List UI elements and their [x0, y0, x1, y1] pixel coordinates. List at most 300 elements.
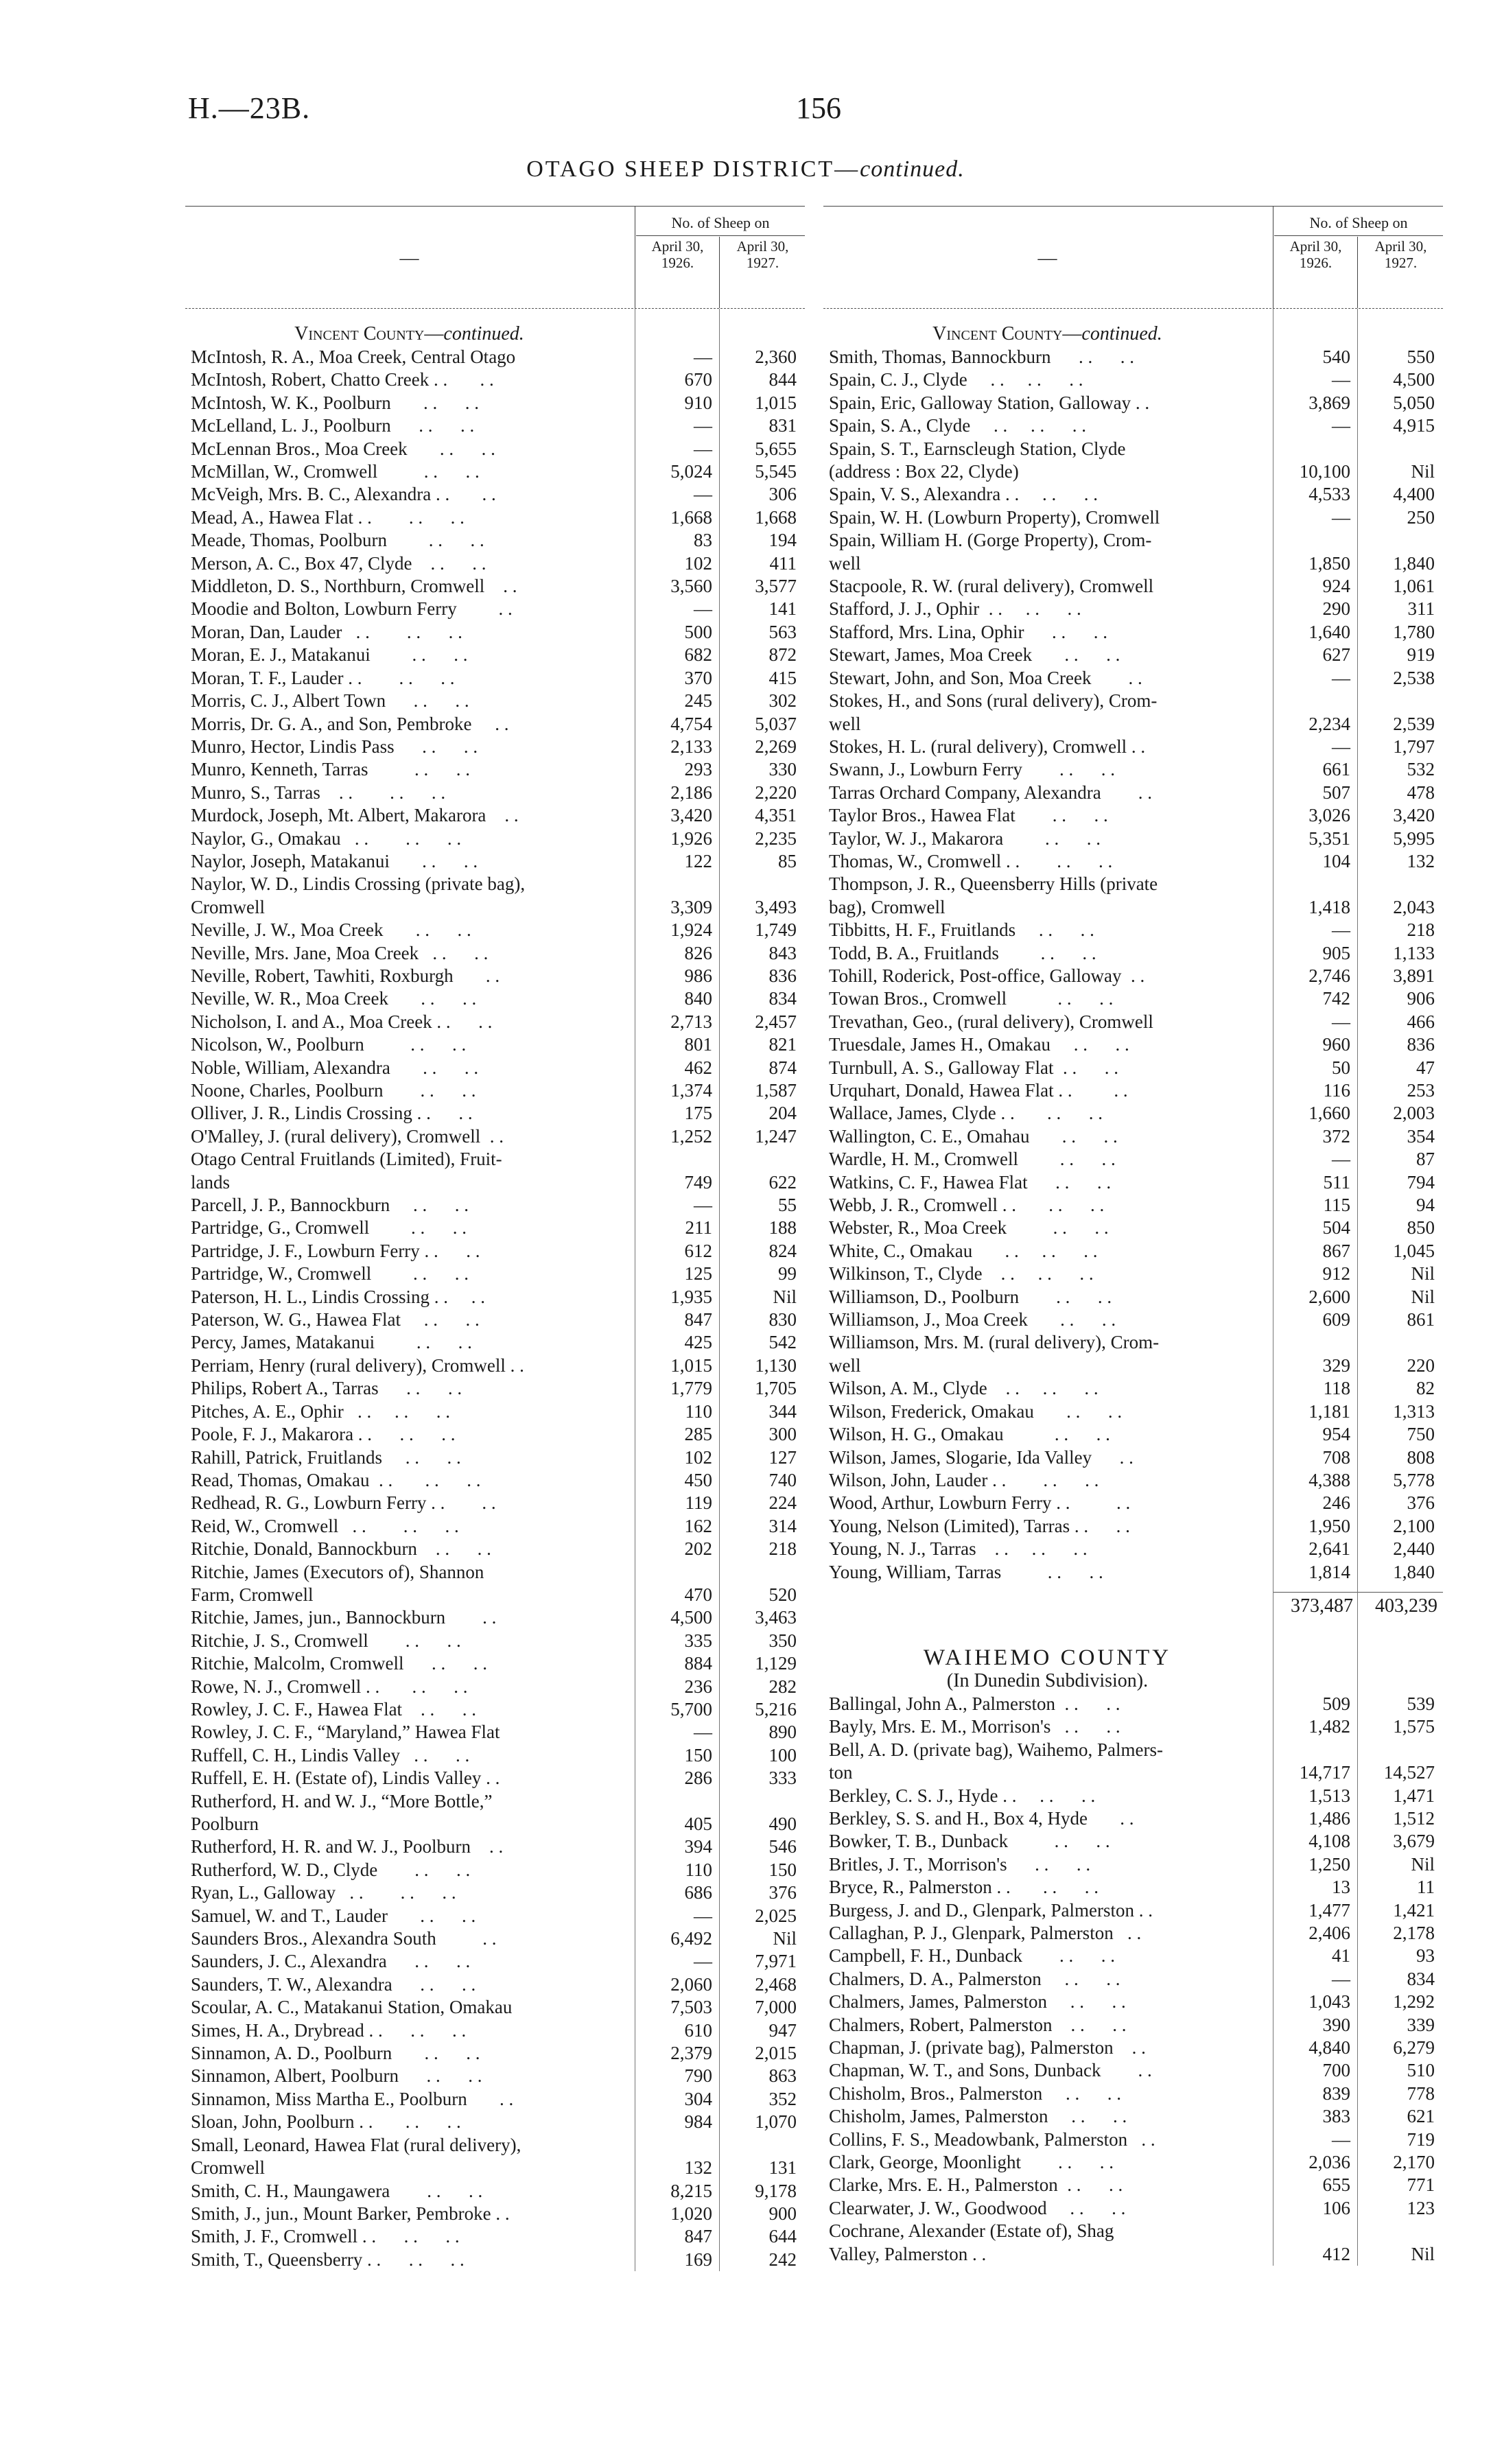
sheep-1927: 808	[1407, 1446, 1435, 1468]
sheep-1927: 2,025	[755, 1905, 797, 1926]
table-row	[823, 1446, 1443, 1469]
sheep-1927: Nil	[1411, 2243, 1435, 2264]
sheep-1926: 290	[1322, 598, 1350, 620]
table-row	[185, 1033, 805, 1056]
table-row	[185, 1309, 805, 1331]
sheep-1926: 13	[1332, 1877, 1350, 1898]
sheep-1927: 621	[1407, 2106, 1435, 2127]
owner-name: Spain, C. J., Clyde . . . . . .	[829, 369, 1083, 390]
table-row	[185, 506, 805, 529]
table-row	[185, 1859, 805, 1881]
sheep-1927: 7,971	[755, 1951, 797, 1972]
sheep-1926: 954	[1322, 1424, 1350, 1445]
owner-name: Murdock, Joseph, Mt. Albert, Makarora . .	[191, 805, 519, 826]
owner-name: Spain, W. H. (Lowburn Property), Cromwell	[829, 506, 1160, 528]
sheep-1926: 500	[684, 621, 712, 642]
section-heading-vincent: Vincent County—continued.	[932, 323, 1162, 344]
sheep-1926: 450	[684, 1469, 712, 1490]
sheep-1927: 546	[768, 1836, 797, 1857]
table-row	[823, 1922, 1443, 1945]
sheep-1926: 749	[684, 1171, 712, 1193]
table-row	[185, 2225, 805, 2248]
owner-name: Wallace, James, Clyde . . . . . .	[829, 1103, 1103, 1124]
table-row	[185, 529, 805, 552]
table-row	[185, 1011, 805, 1033]
owner-name: Nicolson, W., Poolburn . . . .	[191, 1034, 467, 1055]
table-row	[185, 1446, 805, 1469]
table-row	[823, 1715, 1443, 1738]
sheep-1927: 861	[1407, 1309, 1435, 1330]
sheep-1926: 986	[684, 965, 712, 986]
sheep-1927: 466	[1407, 1011, 1435, 1032]
sheep-1926: —	[1332, 369, 1350, 390]
sheep-1926: —	[1332, 667, 1350, 688]
sheep-1926: 655	[1322, 2174, 1350, 2196]
sheep-1927: 834	[768, 988, 797, 1009]
left-table-body	[185, 309, 805, 2271]
sheep-1927: 3,891	[1393, 965, 1435, 986]
table-row	[185, 621, 805, 644]
sheep-1927: 2,043	[1393, 896, 1435, 917]
owner-name: Wood, Arthur, Lowburn Ferry . . . .	[829, 1492, 1131, 1514]
sheep-1927: 220	[1407, 1354, 1435, 1376]
sheep-1927: 644	[768, 2226, 797, 2247]
owner-name: Rowe, N. J., Cromwell . . . . . .	[191, 1676, 468, 1697]
total-1927: 403,239	[1375, 1595, 1437, 1617]
sheep-1927: 2,235	[755, 828, 797, 849]
sheep-1926: 5,024	[670, 461, 712, 482]
table-row	[185, 392, 805, 414]
sheep-1926: 1,181	[1308, 1400, 1350, 1422]
sheep-1927: Nil	[773, 1928, 797, 1949]
owner-name: Ryan, L., Galloway . . . . . .	[191, 1882, 456, 1903]
sheep-1926: 41	[1332, 1945, 1350, 1967]
sheep-1926: 847	[684, 2226, 712, 2247]
table-row	[823, 2059, 1443, 2082]
owner-name: Naylor, W. D., Lindis Crossing (private bag), Cromwell	[191, 873, 526, 917]
owner-name: Spain, V. S., Alexandra . . . . . .	[829, 484, 1099, 505]
table-row	[823, 828, 1443, 850]
table-row	[185, 1263, 805, 1285]
sheep-1927: 872	[768, 644, 797, 666]
sheep-1927: 900	[768, 2203, 797, 2224]
sheep-1926: 1,513	[1308, 1785, 1350, 1806]
owner-name: Spain, S. T., Earnscleugh Station, Clyde (address : Box 22, Clyde)	[829, 438, 1126, 482]
table-row	[185, 919, 805, 941]
owner-name: Partridge, J. F., Lowburn Ferry . . . .	[191, 1240, 480, 1261]
sheep-1926: 370	[684, 667, 712, 688]
table-row	[823, 2151, 1443, 2174]
owner-name: Webster, R., Moa Creek . . . .	[829, 1217, 1109, 1239]
sheep-1926: 462	[684, 1057, 712, 1078]
sheep-1927: 127	[768, 1446, 797, 1468]
table-row	[823, 1057, 1443, 1079]
owner-name: McIntosh, W. K., Poolburn . . . .	[191, 392, 480, 413]
sheep-1926: —	[1332, 415, 1350, 436]
sheep-1926: 1,660	[1308, 1103, 1350, 1124]
owner-name: White, C., Omakau . . . . . .	[829, 1240, 1098, 1261]
table-row	[185, 1148, 805, 1194]
owner-name: Sinnamon, A. D., Poolburn . . . .	[191, 2043, 480, 2064]
sheep-1926: 293	[684, 759, 712, 780]
sheep-1926: 104	[1322, 850, 1350, 871]
page-number: 156	[796, 91, 841, 125]
owner-name: Bell, A. D. (private bag), Waihemo, Palmers- ton	[829, 1739, 1163, 1783]
table-row	[823, 2014, 1443, 2037]
sheep-1926: 1,486	[1308, 1807, 1350, 1829]
owner-name: Naylor, G., Omakau . . . . . .	[191, 828, 462, 849]
table-row	[185, 758, 805, 781]
table-row	[823, 987, 1443, 1010]
left-rows	[185, 346, 805, 2271]
sheep-1927: 532	[1407, 759, 1435, 780]
owner-name: Chalmers, James, Palmerston . . . .	[829, 1991, 1126, 2013]
sheep-1927: 1,575	[1393, 1716, 1435, 1737]
owner-name: Saunders Bros., Alexandra South . .	[191, 1928, 497, 1949]
table-row	[185, 2203, 805, 2225]
sheep-1927: 5,216	[755, 1698, 797, 1720]
sheep-1926: —	[694, 415, 712, 436]
sheep-1926: —	[694, 438, 712, 459]
owner-name: Paterson, W. G., Hawea Flat . . . .	[191, 1309, 480, 1330]
owner-name: Clearwater, J. W., Goodwood . . . .	[829, 2197, 1126, 2218]
sheep-1927: 14,527	[1383, 1762, 1435, 1783]
sheep-1927: 4,915	[1393, 415, 1435, 436]
sheep-1926: 509	[1322, 1693, 1350, 1714]
sheep-1926: —	[694, 598, 712, 620]
sheep-1927: 3,463	[755, 1607, 797, 1628]
table-row	[823, 1807, 1443, 1830]
sheep-1927: 836	[1407, 1034, 1435, 1055]
sheep-1926: 132	[684, 2157, 712, 2179]
sheep-1927: 821	[768, 1034, 797, 1055]
sheep-1926: 211	[685, 1217, 712, 1239]
owner-name: Olliver, J. R., Lindis Crossing . . . .	[191, 1103, 473, 1124]
sheep-1927: 11	[1417, 1877, 1435, 1898]
owner-name: Scoular, A. C., Matakanui Station, Omakau	[191, 1997, 513, 2018]
table-row	[823, 1217, 1443, 1239]
sheep-1927: 1,313	[1393, 1400, 1435, 1422]
sheep-1926: —	[694, 1195, 712, 1216]
sheep-1927: 7,000	[755, 1997, 797, 2018]
sheep-1927: 82	[1416, 1378, 1435, 1399]
sheep-1926: 175	[684, 1103, 712, 1124]
owner-name: Wilson, H. G., Omakau . . . .	[829, 1424, 1110, 1445]
sheep-1926: 801	[684, 1034, 712, 1055]
sheep-1927: 194	[768, 530, 797, 551]
table-row	[823, 2174, 1443, 2196]
owner-name: Morris, C. J., Albert Town . . . .	[191, 690, 469, 712]
sheep-1927: 1,797	[1393, 736, 1435, 757]
sheep-1927: 250	[1407, 506, 1435, 528]
table-row	[185, 736, 805, 758]
table-row	[185, 2042, 805, 2065]
sheep-1927: 131	[768, 2157, 797, 2179]
sheep-1926: —	[694, 347, 712, 367]
owner-name: Simes, H. A., Drybread . . . . . .	[191, 2019, 467, 2041]
table-row	[823, 690, 1443, 736]
sheep-1926: —	[1332, 506, 1350, 528]
sheep-1926: 682	[684, 644, 712, 666]
table-row	[185, 575, 805, 598]
owner-name: Wilson, A. M., Clyde . . . . . .	[829, 1378, 1099, 1399]
sheep-1926: 924	[1322, 576, 1350, 597]
table-row	[185, 2088, 805, 2111]
table-row	[823, 1469, 1443, 1492]
sheep-1926: 405	[684, 1814, 712, 1834]
sheep-1926: 329	[1322, 1354, 1350, 1376]
sheep-1926: 2,746	[1308, 965, 1350, 986]
sheep-1927: 415	[768, 667, 797, 688]
table-row	[823, 1830, 1443, 1853]
sheep-1926: 867	[1322, 1240, 1350, 1261]
sheep-1927: 132	[1407, 850, 1435, 871]
owner-name: Wilkinson, T., Clyde . . . . . .	[829, 1263, 1094, 1284]
sheep-1927: 1,061	[1393, 576, 1435, 597]
sheep-1926: 4,388	[1308, 1469, 1350, 1490]
owner-name: McIntosh, Robert, Chatto Creek . . . .	[191, 369, 494, 390]
sheep-1927: 4,400	[1393, 484, 1435, 505]
table-row	[185, 1286, 805, 1309]
sheep-1926: 285	[684, 1424, 712, 1445]
owner-name: Chapman, W. T., and Sons, Dunback . .	[829, 2060, 1152, 2081]
owner-name: Cochrane, Alexander (Estate of), Shag Valley, Palmerston . .	[829, 2220, 1114, 2264]
sheep-1927: 2,468	[755, 1973, 797, 1995]
document-reference: H.—23B.	[188, 91, 311, 125]
table-row	[185, 1790, 805, 1836]
sheep-1926: 1,252	[670, 1125, 712, 1147]
owner-name: Ritchie, Malcolm, Cromwell . . . .	[191, 1653, 487, 1674]
owner-name: Bayly, Mrs. E. M., Morrison's . . . .	[829, 1716, 1120, 1737]
sheep-1926: 50	[1332, 1057, 1350, 1078]
owner-name: Moodie and Bolton, Lowburn Ferry . .	[191, 598, 513, 620]
sheep-1926: 2,060	[670, 1973, 712, 1995]
sheep-1927: 874	[768, 1057, 797, 1078]
owner-name: Spain, Eric, Galloway Station, Galloway . .	[829, 392, 1150, 413]
table-row	[823, 965, 1443, 987]
owner-name: Rutherford, H. and W. J., “More Bottle,” Poolburn	[191, 1790, 493, 1834]
table-row	[185, 460, 805, 483]
sheep-1926: 390	[1322, 2014, 1350, 2035]
sheep-1926: 1,850	[1308, 552, 1350, 574]
sheep-1926: 2,379	[670, 2043, 712, 2064]
owner-name: Philips, Robert A., Tarras . . . .	[191, 1378, 462, 1399]
sheep-1927: 93	[1416, 1945, 1435, 1967]
table-row	[185, 1469, 805, 1492]
right-rows	[823, 346, 1443, 1584]
sheep-1926: 150	[684, 1744, 712, 1765]
table-row	[185, 2019, 805, 2042]
table-row	[185, 1676, 805, 1698]
sheep-1926: 202	[684, 1538, 712, 1560]
sheep-1927: Nil	[773, 1286, 797, 1307]
owner-name: Bowker, T. B., Dunback . . . .	[829, 1831, 1110, 1852]
owner-name: Smith, C. H., Maungawera . . . .	[191, 2180, 483, 2201]
sheep-1927: 100	[768, 1744, 797, 1765]
sheep-1927: 1,045	[1393, 1240, 1435, 1261]
table-row	[185, 1400, 805, 1423]
sheep-1926: 1,950	[1308, 1515, 1350, 1536]
sheep-1927: 306	[768, 484, 797, 505]
sheep-1927: 1,780	[1393, 621, 1435, 642]
table-row	[185, 1102, 805, 1125]
table-row	[185, 1606, 805, 1629]
sheep-1927: 352	[768, 2088, 797, 2109]
owner-name: Spain, William H. (Gorge Property), Crom- well	[829, 530, 1152, 574]
table-row	[823, 392, 1443, 414]
sheep-1927: 778	[1407, 2082, 1435, 2104]
table-row	[185, 1561, 805, 1607]
sheep-1927: 906	[1407, 988, 1435, 1009]
table-row	[185, 1057, 805, 1079]
sheep-1926: 1,668	[670, 506, 712, 528]
table-row	[823, 575, 1443, 598]
table-row	[823, 1286, 1443, 1309]
owner-name: Neville, Robert, Tawhiti, Roxburgh . .	[191, 965, 500, 986]
sheep-1926: 119	[685, 1492, 712, 1514]
table-row	[823, 2197, 1443, 2220]
name-column-dash: —	[1037, 248, 1057, 269]
section-subheading-waihemo: (In Dunedin Subdivision).	[946, 1669, 1149, 1691]
sheep-1926: 627	[1322, 644, 1350, 666]
owner-name: Burgess, J. and D., Glenpark, Palmerston . .	[829, 1899, 1153, 1921]
sheep-1927: Nil	[1411, 1853, 1435, 1875]
table-row	[823, 529, 1443, 575]
vincent-total-row	[1273, 1592, 1443, 1620]
table-row	[185, 1377, 805, 1400]
sheep-1926: 3,309	[670, 896, 712, 917]
table-row	[185, 1515, 805, 1538]
sheep-1927: Nil	[1411, 461, 1435, 482]
table-row	[823, 2037, 1443, 2059]
table-row	[185, 873, 805, 919]
table-row	[823, 1331, 1443, 1377]
owner-name: Clarke, Mrs. E. H., Palmerston . . . .	[829, 2174, 1123, 2196]
sheep-1927: 5,037	[755, 713, 797, 734]
sheep-1927: 1,587	[755, 1080, 797, 1101]
sheep-1926: 3,026	[1308, 805, 1350, 826]
owner-name: Small, Leonard, Hawea Flat (rural delivery), Cromwell	[191, 2134, 521, 2179]
sheep-1926: 960	[1322, 1034, 1350, 1055]
table-row	[823, 621, 1443, 644]
sheep-1927: 771	[1407, 2174, 1435, 2196]
owner-name: Collins, F. S., Meadowbank, Palmerston . .	[829, 2128, 1155, 2150]
table-row	[823, 850, 1443, 873]
sheep-1927: 1,292	[1393, 1991, 1435, 2013]
owner-name: Clark, George, Moonlight . . . .	[829, 2152, 1114, 2173]
sheep-1926: 7,503	[670, 1997, 712, 2018]
table-row	[823, 1377, 1443, 1400]
table-row	[823, 1423, 1443, 1446]
sheep-1927: 5,655	[755, 438, 797, 459]
owner-name: Stewart, John, and Son, Moa Creek . .	[829, 667, 1142, 688]
sheep-1927: 3,679	[1393, 1831, 1435, 1852]
sheep-1926: 14,717	[1299, 1762, 1350, 1783]
date-1926-heading: April 30, 1926.	[651, 238, 704, 271]
owner-name: Otago Central Fruitlands (Limited), Fruit- lands	[191, 1149, 502, 1193]
table-row	[823, 1739, 1443, 1785]
sheep-1927: 99	[778, 1263, 797, 1284]
sheep-1927: 150	[768, 1859, 797, 1880]
right-rows-waihemo	[823, 1693, 1443, 2266]
sheep-1927: 242	[768, 2249, 797, 2270]
owner-name: O'Malley, J. (rural delivery), Cromwell . .	[191, 1125, 504, 1147]
table-row	[185, 782, 805, 804]
owner-name: Wilson, John, Lauder . . . . . .	[829, 1469, 1099, 1490]
sheep-1927: 794	[1407, 1171, 1435, 1193]
table-row	[823, 1171, 1443, 1194]
owner-name: Stafford, Mrs. Lina, Ophir . . . .	[829, 621, 1107, 642]
owner-name: Smith, J., jun., Mount Barker, Pembroke . .	[191, 2203, 510, 2224]
sheep-1926: —	[694, 1951, 712, 1972]
owner-name: Merson, A. C., Box 47, Clyde . . . .	[191, 552, 486, 574]
owner-name: Tohill, Roderick, Post-office, Galloway . .	[829, 965, 1145, 986]
sheep-1927: 55	[778, 1195, 797, 1216]
sheep-1926: 8,215	[670, 2180, 712, 2201]
owner-name: Rowley, J. C. F., Hawea Flat . . . .	[191, 1698, 477, 1720]
sheep-1926: 1,926	[670, 828, 712, 849]
table-row	[823, 1011, 1443, 1033]
sheep-count-heading: No. of Sheep on	[636, 211, 805, 236]
table-row	[185, 1331, 805, 1354]
table-row	[823, 1991, 1443, 2013]
sheep-1927: 843	[768, 942, 797, 963]
owner-name: Tibbitts, H. F., Fruitlands . . . .	[829, 919, 1094, 941]
sheep-1927: 9,178	[755, 2180, 797, 2201]
sheep-1927: 947	[768, 2019, 797, 2041]
sheep-1926: 2,600	[1308, 1286, 1350, 1307]
table-row	[185, 1354, 805, 1377]
owner-name: Berkley, C. S. J., Hyde . . . . . .	[829, 1785, 1096, 1806]
sheep-1927: 411	[769, 552, 797, 574]
sheep-1926: 106	[1322, 2197, 1350, 2218]
sheep-1926: —	[694, 1905, 712, 1926]
sheep-1927: Nil	[1411, 1263, 1435, 1284]
sheep-1926: 3,420	[670, 805, 712, 826]
sheep-1927: 1,129	[755, 1653, 797, 1674]
sheep-1927: 834	[1407, 1968, 1435, 1989]
table-row	[823, 346, 1443, 368]
owner-name: Ballingal, John A., Palmerston . . . .	[829, 1693, 1120, 1714]
sheep-1927: 863	[768, 2065, 797, 2087]
sheep-1927: 218	[1407, 919, 1435, 941]
sheep-1926: 2,641	[1308, 1538, 1350, 1560]
table-row	[185, 414, 805, 437]
sheep-1927: 3,493	[755, 896, 797, 917]
sheep-1927: 224	[768, 1492, 797, 1514]
sheep-1927: 836	[768, 965, 797, 986]
table-row	[823, 1033, 1443, 1056]
table-row	[185, 1538, 805, 1560]
owner-name: Swann, J., Lowburn Ferry . . . .	[829, 759, 1115, 780]
table-row	[185, 1881, 805, 1904]
table-row	[185, 965, 805, 987]
owner-name: Wardle, H. M., Cromwell . . . .	[829, 1149, 1116, 1170]
sheep-1926: 884	[684, 1653, 712, 1674]
table-row	[185, 690, 805, 712]
sheep-1926: 540	[1322, 347, 1350, 367]
owner-name: Moran, Dan, Lauder . . . . . .	[191, 621, 462, 642]
sheep-1927: 478	[1407, 782, 1435, 803]
sheep-1927: 354	[1407, 1125, 1435, 1147]
owner-name: Young, N. J., Tarras . . . . . .	[829, 1538, 1088, 1560]
sheep-1927: 1,133	[1393, 942, 1435, 963]
owner-name: Partridge, G., Cromwell . . . .	[191, 1217, 467, 1239]
table-row	[185, 942, 805, 965]
owner-name: Stacpoole, R. W. (rural delivery), Cromwell	[829, 576, 1154, 597]
owner-name: Chalmers, Robert, Palmerston . . . .	[829, 2014, 1127, 2035]
sheep-1927: 563	[768, 621, 797, 642]
